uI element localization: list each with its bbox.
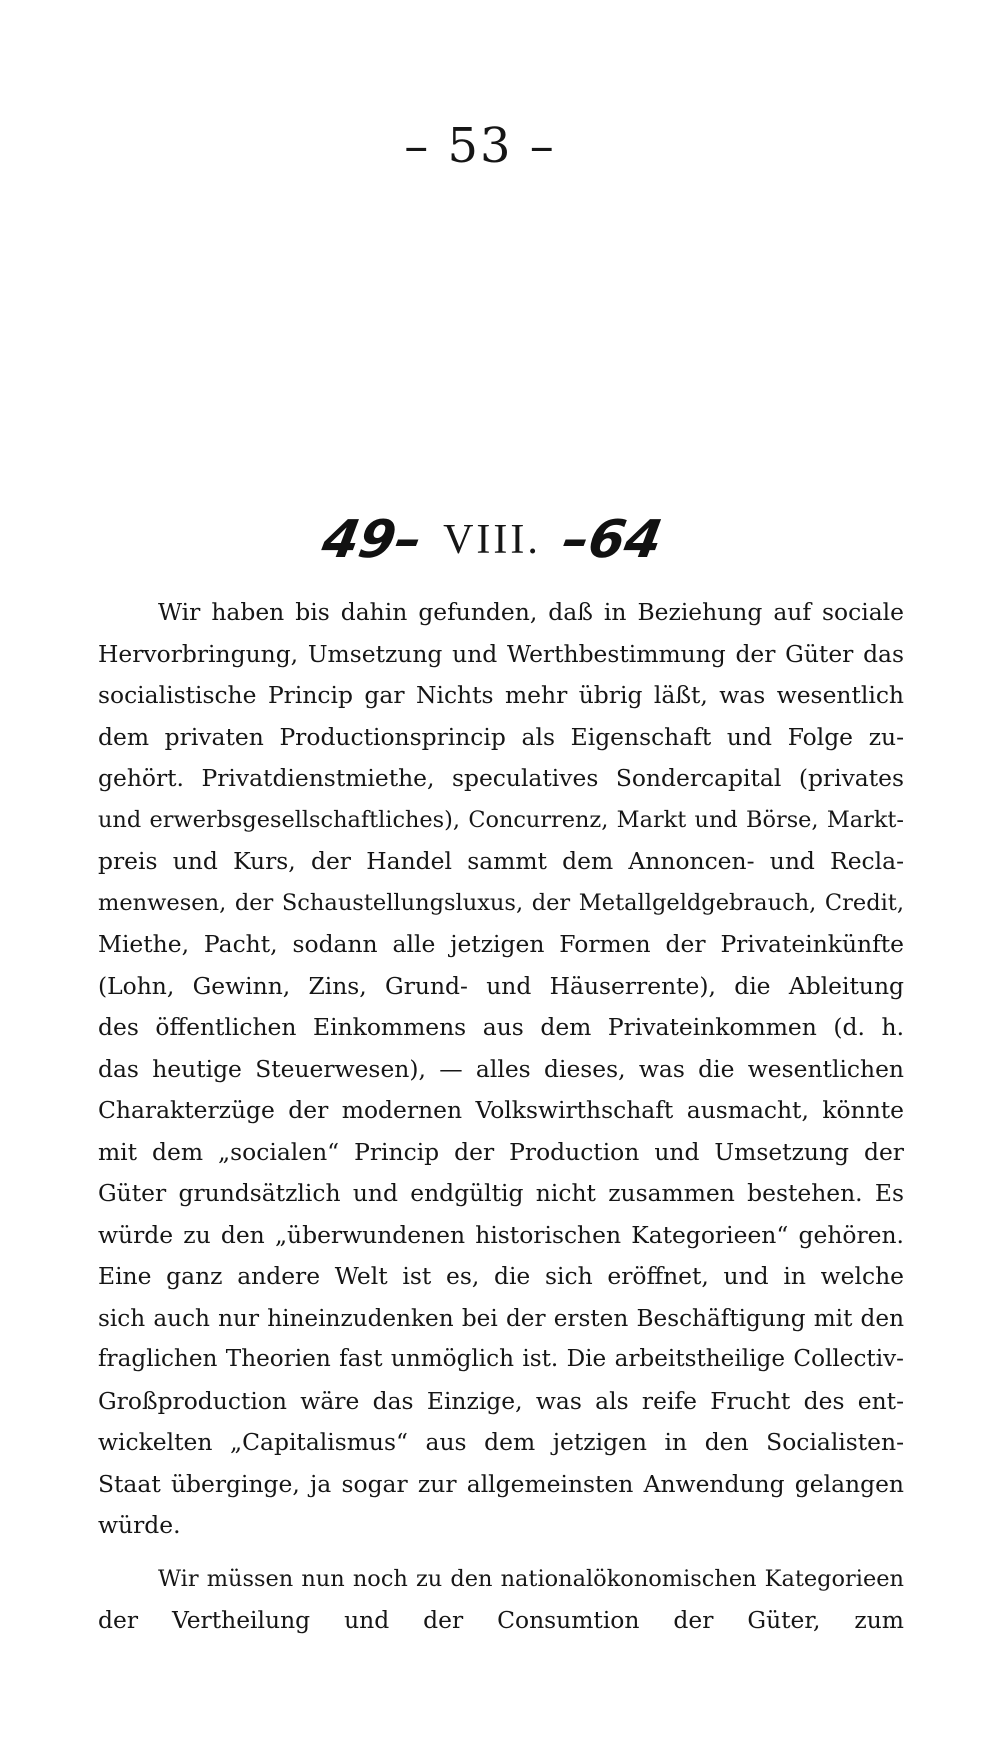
text-line: Wir müssen nun noch zu den nationalökonomischen Kategorieen — [158, 1565, 904, 1592]
text-line: (Lohn, Gewinn, Zins, Grund- und Häuserrente), die Ableitung — [98, 971, 904, 1000]
text-line: würde zu den „überwundenen historischen Kategorieen“ gehören. — [98, 1220, 904, 1249]
text-line: Güter grundsätzlich und endgültig nicht zusammen bestehen. Es — [98, 1179, 904, 1207]
text-line: dem privaten Productionsprincip als Eigenschaft und Folge zu- — [98, 722, 904, 751]
text-line: des öffentlichen Einkommens aus dem Privateinkommen (d. h. — [98, 1013, 904, 1041]
text-line: Hervorbringung, Umsetzung und Werthbestimmung der Güter das — [98, 639, 904, 668]
handwritten-annotation-right: –64 — [557, 510, 667, 570]
chapter-heading — [0, 500, 992, 580]
text-line: Wir haben bis dahin gefunden, daß in Beziehung auf sociale — [158, 598, 904, 626]
text-line: Großproduction wäre das Einzige, was als reife Frucht des ent- — [98, 1386, 904, 1415]
text-line: Staat überginge, ja sogar zur allgemeinsten Anwendung gelangen — [98, 1469, 904, 1498]
text-line: und erwerbsgesellschaftliches), Concurrenz, Markt und Börse, Markt- — [98, 806, 904, 833]
text-line: der Vertheilung und der Consumtion der Güter, zum — [98, 1606, 904, 1634]
handwritten-annotation-left: 49– — [317, 510, 427, 570]
text-line: sich auch nur hineinzudenken bei der ersten Beschäftigung mit den — [98, 1304, 904, 1332]
paragraph — [98, 1559, 904, 1642]
text-line: das heutige Steuerwesen), — alles dieses, was die wesentlichen — [98, 1054, 904, 1083]
text-line: Charakterzüge der modernen Volkswirthschaft ausmacht, könnte — [98, 1096, 904, 1124]
body-text — [98, 592, 904, 1642]
text-line: preis und Kurs, der Handel sammt dem Annoncen- und Recla- — [98, 847, 904, 875]
text-line: menwesen, der Schaustellungsluxus, der Metallgeldgebrauch, Credit, — [98, 889, 904, 916]
text-line: fraglichen Theorien fast unmöglich ist. Die arbeitstheilige Collectiv- — [98, 1346, 904, 1372]
text-line: wickelten „Capitalismus“ aus dem jetzigen in den Socialisten- — [98, 1428, 904, 1456]
paragraph — [98, 592, 904, 1547]
text-line: gehört. Privatdienstmiethe, speculatives Sondercapital (privates — [98, 764, 904, 792]
text-line: Miethe, Pacht, sodann alle jetzigen Formen der Privateinkünfte — [98, 930, 904, 958]
chapter-number: VIII. — [443, 517, 541, 563]
text-line: socialistische Princip gar Nichts mehr übrig läßt, was wesentlich — [98, 681, 904, 709]
text-line: würde. — [98, 1511, 181, 1539]
text-line: Eine ganz andere Welt ist es, die sich eröffnet, und in welche — [98, 1262, 904, 1290]
text-line: mit dem „socialen“ Princip der Production und Umsetzung der — [98, 1137, 904, 1166]
page-number: – 53 – — [404, 118, 556, 174]
paragraph-gap — [98, 1547, 904, 1559]
